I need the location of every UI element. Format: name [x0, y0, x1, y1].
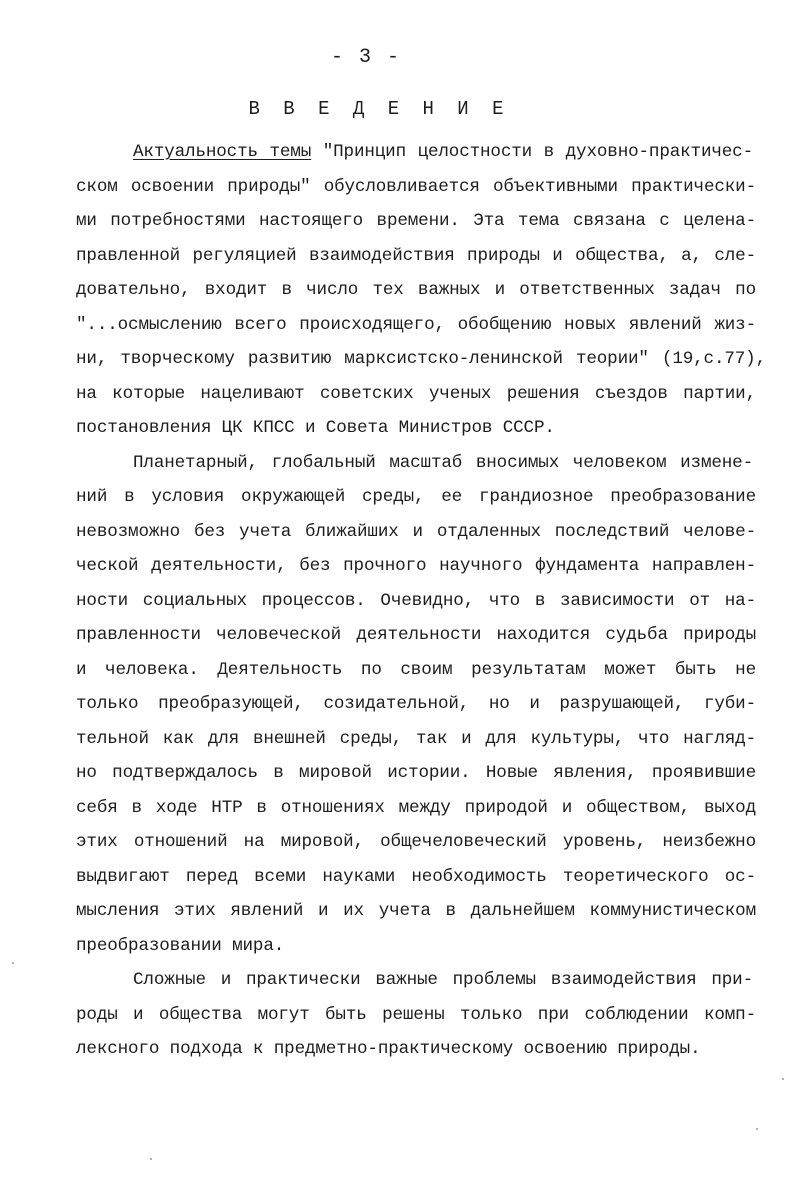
scan-speck [12, 962, 14, 964]
text-line: тельной как для внешней среды, так и для культуры, что нагляд- [76, 729, 756, 749]
text-line: Планетарный, глобальный масштаб вносимых человеком измене- [133, 453, 753, 473]
scan-speck [782, 1078, 784, 1080]
underlined-term: Актуальность темы [133, 142, 312, 162]
text-line: постановления ЦК КПСС и Совета Министров СССР. [76, 418, 555, 438]
text-line: невозможно без учета ближайших и отдаленных последствий челове- [76, 522, 756, 542]
text-line: правленности человеческой деятельности находится судьба природы [76, 625, 756, 645]
page-number: - 3 - [330, 46, 401, 69]
text-line: довательно, входит в число тех важных и ответственных задач по [76, 280, 756, 300]
scan-speck [150, 1158, 152, 1160]
text-line: мысления этих явлений и их учета в дальнейшем коммунистическом [76, 901, 756, 921]
text-line: ском освоении природы" обусловливается объективными практически- [76, 177, 756, 197]
text-line: и человека. Деятельность по своим результатам может быть не [76, 660, 756, 680]
text-line: лексного подхода к предметно-практическому освоению природы. [76, 1039, 701, 1059]
text-line [133, 140, 753, 164]
text-line: роды и общества могут быть решены только при соблюдении комп- [76, 1005, 756, 1025]
text-line: на которые нацеливают советских ученых решения съездов партии, [76, 384, 756, 404]
text-line: ни, творческому развитию марксистско-ленинской теории" (19,с.77), [76, 349, 766, 369]
text-line: правленной регуляцией взаимодействия природы и общества, а, сле- [76, 246, 756, 266]
text-line: но подтверждалось в мировой истории. Новые явления, проявившие [76, 763, 756, 783]
text-line: ности социальных процессов. Очевидно, что в зависимости от на- [76, 591, 756, 611]
text-line: "...осмыслению всего происходящего, обобщению новых явлений жиз- [76, 315, 756, 335]
text-line: ний в условия окружающей среды, ее грандиозное преобразование [76, 487, 756, 507]
text-line: только преобразующей, созидательной, но и разрушающей, губи- [76, 694, 756, 714]
section-heading: В В Е Д Е Н И Е [248, 98, 510, 120]
text-line: этих отношений на мировой, общечеловеческий уровень, неизбежно [76, 832, 756, 852]
text-line: выдвигают перед всеми науками необходимость теоретического ос- [76, 867, 756, 887]
text-line: преобразовании мира. [76, 936, 285, 956]
text-line: ми потребностями настоящего времени. Эта тема связана с целена- [76, 211, 756, 231]
text-fragment: "Принцип целостности в духовно-практичес- [311, 142, 753, 162]
scan-speck [756, 1128, 758, 1130]
text-line: ческой деятельности, без прочного научного фундамента направлен- [76, 556, 756, 576]
text-line: Сложные и практически важные проблемы взаимодействия при- [133, 970, 753, 990]
text-line: себя в ходе НТР в отношениях между природой и обществом, выход [76, 798, 756, 818]
